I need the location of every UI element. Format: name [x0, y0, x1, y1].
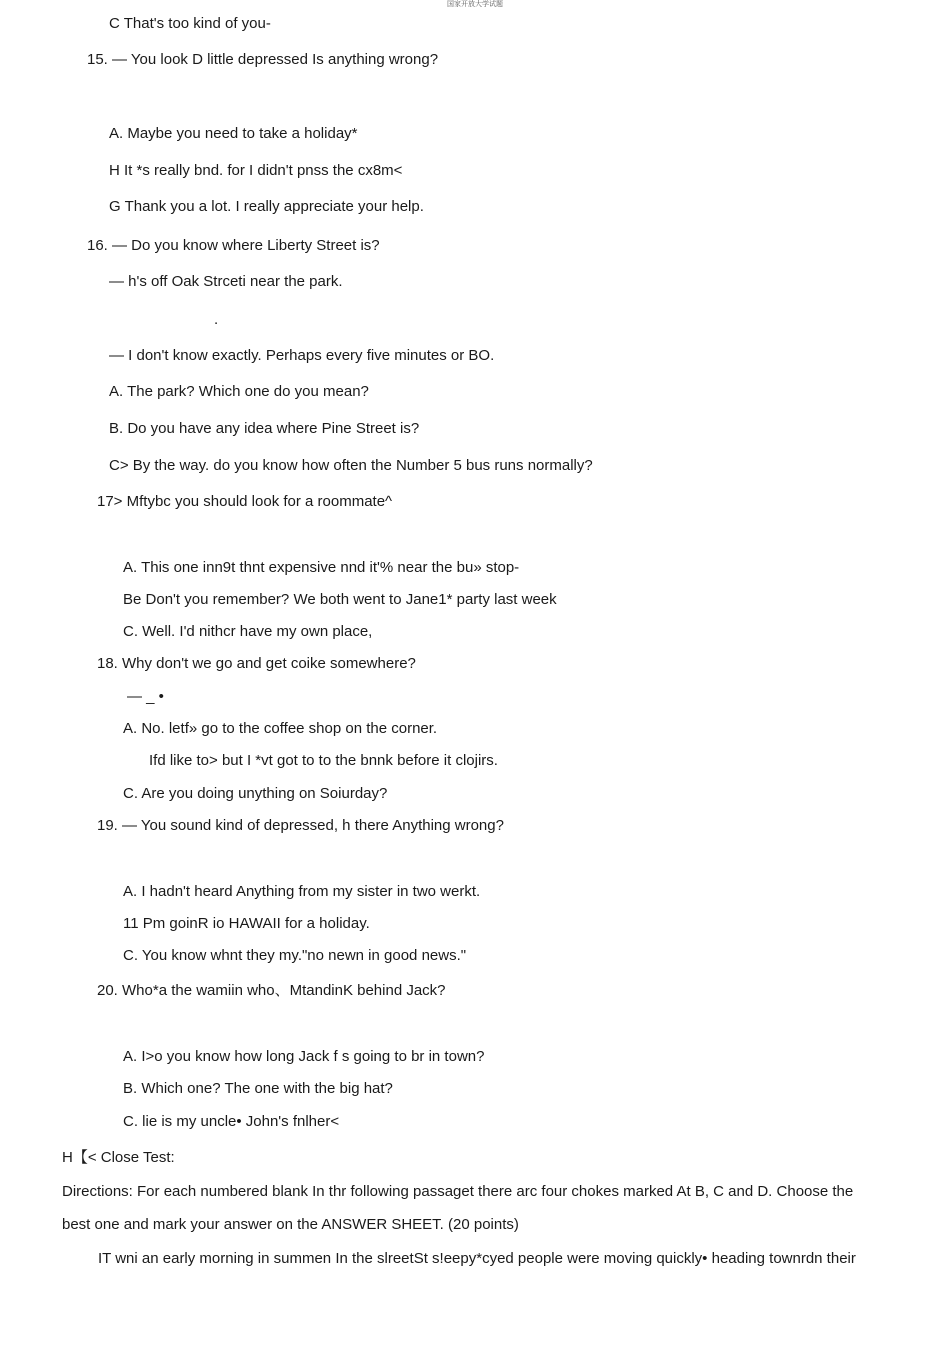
text-line: C. Well. I'd nithcr have my own place,: [123, 623, 373, 640]
text-line: A. The park? Which one do you mean?: [109, 383, 369, 400]
text-line: IT wni an early morning in summen In the slreetSt s!eepy*cyed people were moving quickly• heading townrdn their: [98, 1250, 856, 1267]
text-line: best one and mark your answer on the ANSWER SHEET. (20 points): [62, 1216, 519, 1233]
text-line: Ifd like to> but I *vt got to to the bnnk before it clojirs.: [149, 752, 498, 769]
text-line: A. This one inn9t thnt expensive nnd it'% near the bu» stop-: [123, 559, 520, 576]
text-line: B. Which one? The one with the big hat?: [123, 1080, 393, 1097]
text-line: 18. Why don't we go and get coike somewhere?: [97, 655, 416, 672]
page-header: 国家开放大学试题: [447, 0, 503, 8]
text-line: 19. — You sound kind of depressed, h there Anything wrong?: [97, 817, 504, 834]
text-line: A. I hadn't heard Anything from my sister in two werkt.: [123, 883, 481, 900]
text-line: C That's too kind of you-: [109, 15, 271, 32]
text-line: — _ •: [127, 688, 164, 705]
text-line: 16. — Do you know where Liberty Street is?: [87, 237, 380, 254]
text-line: C. You know whnt they my."no newn in good news.": [123, 947, 467, 964]
text-line: Be Don't you remember? We both went to Jane1* party last week: [123, 591, 557, 608]
text-line: 11 Pm goinR io HAWAII for a holiday.: [123, 915, 370, 932]
text-line: 20. Who*a the wamiin who、MtandinK behind Jack?: [97, 982, 446, 999]
text-line: — I don't know exactly. Perhaps every five minutes or BO.: [109, 347, 495, 364]
text-line: A. Maybe you need to take a holiday*: [109, 125, 358, 142]
text-line: .: [214, 311, 219, 328]
text-line: Directions: For each numbered blank In thr following passaget there arc four chokes marked At B, C and D. Choose the: [62, 1183, 854, 1200]
text-line: B. Do you have any idea where Pine Street is?: [109, 420, 420, 437]
text-line: A. I>o you know how long Jack f s going to br in town?: [123, 1048, 485, 1065]
text-line: — h's off Oak Strceti near the park.: [109, 273, 343, 290]
text-line: C> By the way. do you know how often the Number 5 bus runs normally?: [109, 457, 593, 474]
text-line: H It *s really bnd. for I didn't pnss the cx8m<: [109, 162, 403, 179]
text-line: 17> Mftybc you should look for a roommate^: [97, 493, 393, 510]
text-line: G Thank you a lot. I really appreciate your help.: [109, 198, 424, 215]
text-line: A. No. letf» go to the coffee shop on the corner.: [123, 720, 438, 737]
text-line: H【< Close Test:: [62, 1149, 175, 1166]
text-line: 15. — You look D little depressed Is anything wrong?: [87, 51, 439, 68]
text-line: C. Are you doing unything on Soiurday?: [123, 785, 388, 802]
text-line: C. lie is my uncle• John's fnlher<: [123, 1113, 340, 1130]
